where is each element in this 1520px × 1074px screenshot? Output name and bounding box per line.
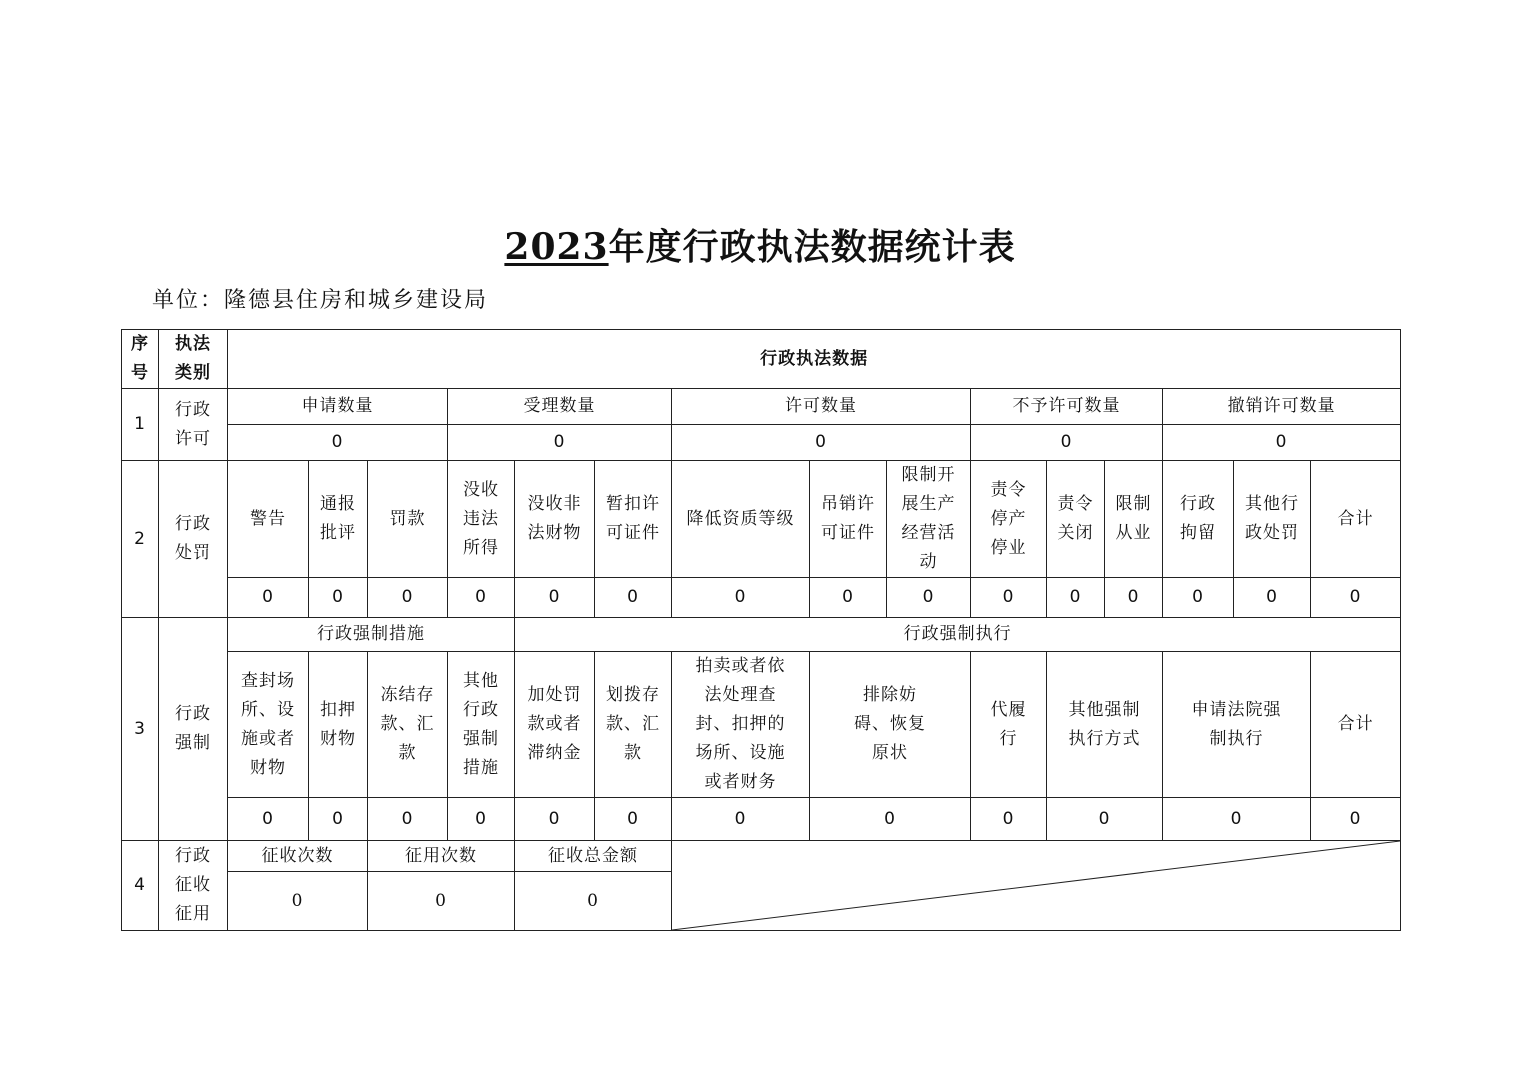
licensing-value: 0 — [672, 425, 971, 461]
penalty-value: 0 — [368, 578, 448, 618]
enforcement-value: 0 — [515, 798, 595, 841]
licensing-label: 撤销许可数量 — [1163, 389, 1401, 425]
penalty-value: 0 — [1163, 578, 1234, 618]
licensing-value: 0 — [971, 425, 1163, 461]
enforcement-label: 冻结存款、汇款 — [368, 652, 448, 798]
penalty-label: 责令关闭 — [1047, 461, 1105, 578]
penalty-label: 没收违法所得 — [448, 461, 515, 578]
enforcement-execution-label: 行政强制执行 — [515, 618, 1401, 652]
penalty-label: 其他行政处罚 — [1234, 461, 1311, 578]
header-category: 执法类别 — [159, 330, 228, 389]
enforcement-group-row — [122, 618, 1401, 652]
penalty-value: 0 — [515, 578, 595, 618]
penalty-label: 行政拘留 — [1163, 461, 1234, 578]
enforcement-label: 代履行 — [971, 652, 1047, 798]
enforcement-value: 0 — [810, 798, 971, 841]
penalty-value: 0 — [448, 578, 515, 618]
penalty-category: 行政处罚 — [159, 461, 228, 618]
penalty-label: 合计 — [1311, 461, 1401, 578]
penalty-value: 0 — [672, 578, 810, 618]
levy-label: 征收次数 — [228, 841, 368, 872]
penalty-label: 没收非法财物 — [515, 461, 595, 578]
header-seq: 序号 — [122, 330, 159, 389]
levy-label-row — [122, 841, 1401, 872]
enforcement-label: 扣押财物 — [309, 652, 368, 798]
enforcement-label: 查封场所、设施或者财物 — [228, 652, 309, 798]
licensing-label-row — [122, 389, 1401, 425]
licensing-label: 不予许可数量 — [971, 389, 1163, 425]
penalty-value: 0 — [228, 578, 309, 618]
enforcement-label: 划拨存款、汇款 — [595, 652, 672, 798]
penalty-label: 警告 — [228, 461, 309, 578]
enforcement-label-row — [122, 652, 1401, 798]
enforcement-value: 0 — [1163, 798, 1311, 841]
enforcement-value: 0 — [228, 798, 309, 841]
penalty-value: 0 — [595, 578, 672, 618]
licensing-value: 0 — [228, 425, 448, 461]
levy-label: 征收总金额 — [515, 841, 672, 872]
enforcement-label: 申请法院强制执行 — [1163, 652, 1311, 798]
levy-category: 行政征收征用 — [159, 841, 228, 931]
page-title — [0, 222, 1520, 272]
penalty-value-row — [122, 578, 1401, 618]
licensing-category: 行政许可 — [159, 389, 228, 461]
enforcement-label: 拍卖或者依法处理查封、扣押的场所、设施或者财务 — [672, 652, 810, 798]
header-data: 行政执法数据 — [228, 330, 1401, 389]
penalty-label: 通报批评 — [309, 461, 368, 578]
enforcement-label: 其他强制执行方式 — [1047, 652, 1163, 798]
penalty-value: 0 — [810, 578, 887, 618]
unit-line: 单位：隆德县住房和城乡建设局 — [152, 288, 489, 313]
penalty-value: 0 — [1311, 578, 1401, 618]
penalty-value: 0 — [887, 578, 971, 618]
enforcement-seq: 3 — [122, 618, 159, 841]
penalty-value: 0 — [1105, 578, 1163, 618]
licensing-label: 申请数量 — [228, 389, 448, 425]
enforcement-measures-label: 行政强制措施 — [228, 618, 515, 652]
levy-value: 0 — [368, 872, 515, 931]
enforcement-value: 0 — [1047, 798, 1163, 841]
enforcement-value: 0 — [448, 798, 515, 841]
penalty-label: 限制从业 — [1105, 461, 1163, 578]
penalty-value: 0 — [1047, 578, 1105, 618]
penalty-value: 0 — [309, 578, 368, 618]
enforcement-value: 0 — [1311, 798, 1401, 841]
licensing-value: 0 — [1163, 425, 1401, 461]
penalty-label-row — [122, 461, 1401, 578]
penalty-seq: 2 — [122, 461, 159, 618]
penalty-value: 0 — [1234, 578, 1311, 618]
blank-diagonal-cell — [672, 841, 1401, 931]
penalty-label: 责令停产停业 — [971, 461, 1047, 578]
enforcement-value: 0 — [595, 798, 672, 841]
title-year: 2023 — [504, 226, 609, 268]
licensing-value: 0 — [448, 425, 672, 461]
diagonal-line — [672, 841, 1400, 930]
enforcement-value: 0 — [971, 798, 1047, 841]
licensing-seq: 1 — [122, 389, 159, 461]
levy-label: 征用次数 — [368, 841, 515, 872]
enforcement-value: 0 — [368, 798, 448, 841]
enforcement-statistics-table — [121, 329, 1401, 931]
title-text: 年度行政执法数据统计表 — [608, 226, 1016, 268]
enforcement-value-row — [122, 798, 1401, 841]
penalty-value: 0 — [971, 578, 1047, 618]
enforcement-value: 0 — [672, 798, 810, 841]
enforcement-label: 合计 — [1311, 652, 1401, 798]
levy-value: 0 — [515, 872, 672, 931]
levy-value: 0 — [228, 872, 368, 931]
header-row — [122, 330, 1401, 389]
licensing-value-row — [122, 425, 1401, 461]
enforcement-label: 其他行政强制措施 — [448, 652, 515, 798]
enforcement-category: 行政强制 — [159, 618, 228, 841]
penalty-label: 吊销许可证件 — [810, 461, 887, 578]
enforcement-label: 加处罚款或者滞纳金 — [515, 652, 595, 798]
levy-seq: 4 — [122, 841, 159, 931]
penalty-label: 罚款 — [368, 461, 448, 578]
enforcement-value: 0 — [309, 798, 368, 841]
penalty-label: 降低资质等级 — [672, 461, 810, 578]
penalty-label: 限制开展生产经营活动 — [887, 461, 971, 578]
enforcement-label: 排除妨碍、恢复原状 — [810, 652, 971, 798]
penalty-label: 暂扣许可证件 — [595, 461, 672, 578]
licensing-label: 许可数量 — [672, 389, 971, 425]
licensing-label: 受理数量 — [448, 389, 672, 425]
